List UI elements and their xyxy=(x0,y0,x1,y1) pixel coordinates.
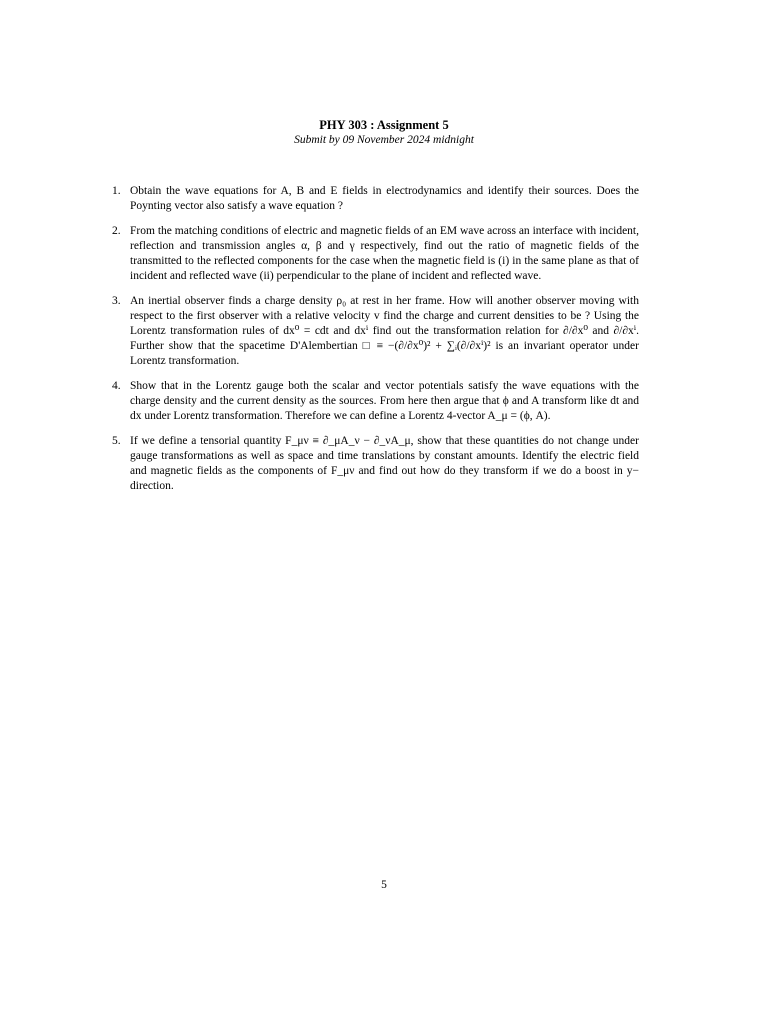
problem-list xyxy=(112,184,639,504)
problem-item xyxy=(112,184,639,214)
problem-number: 2. xyxy=(112,225,121,237)
problem-text: Obtain the wave equations for A, B and E fields in electrodynamics and identify their sources. Does the Poynting vector also satisfy a wave equation ? xyxy=(130,185,639,212)
problem-text: From the matching conditions of electric and magnetic fields of an EM wave across an interface with incident, reflection and transmission angles α, β and γ respectively, find out the ratio of magnetic fields of the transmitted to the reflected components for the case when the magnetic field is (i) in the same plane as that of incident and reflected wave (ii) perpendicular to the plane of incident and reflected wave. xyxy=(130,225,639,282)
problem-text: Show that in the Lorentz gauge both the scalar and vector potentials satisfy the wave equations with the charge density and the current density as the sources. From here then argue that ϕ and A transform like dt and dx under Lorentz transformation. Therefore we can define a Lorentz 4-vector A_μ = (ϕ, A). xyxy=(130,380,639,422)
assignment-title: PHY 303 : Assignment 5 xyxy=(319,118,449,132)
assignment-header xyxy=(0,118,768,147)
page-number: 5 xyxy=(381,879,387,891)
problem-text: An inertial observer finds a charge density ρ₀ at rest in her frame. How will another observer moving with respect to the first observer with a relative velocity v find the charge and current densities to be ? Using the Lorentz transformation rules of dx⁰ = cdt and dxⁱ find out the transformation relation for ∂/∂x⁰ and ∂/∂xⁱ. Further show that the spacetime D'Alembertian □ ≡ −(∂/∂x⁰)² + ∑ᵢ(∂/∂xⁱ)² is an invariant operator under Lorentz transformation. xyxy=(130,295,639,367)
submission-deadline: Submit by 09 November 2024 midnight xyxy=(294,134,474,146)
problem-number: 1. xyxy=(112,185,121,197)
problem-item xyxy=(112,294,639,369)
problem-number: 5. xyxy=(112,435,121,447)
problem-text: If we define a tensorial quantity F_μν ≡ ∂_μA_ν − ∂_νA_μ, show that these quantities do not change under gauge transformations as well as space and time translations by constant amounts. Identify the electric field and magnetic fields as the components of F_μν and find out how do they transform if we do a boost in y− direction. xyxy=(130,435,639,492)
problem-item xyxy=(112,434,639,494)
problem-number: 4. xyxy=(112,380,121,392)
problem-item xyxy=(112,224,639,284)
problem-item xyxy=(112,379,639,424)
problem-number: 3. xyxy=(112,295,121,307)
